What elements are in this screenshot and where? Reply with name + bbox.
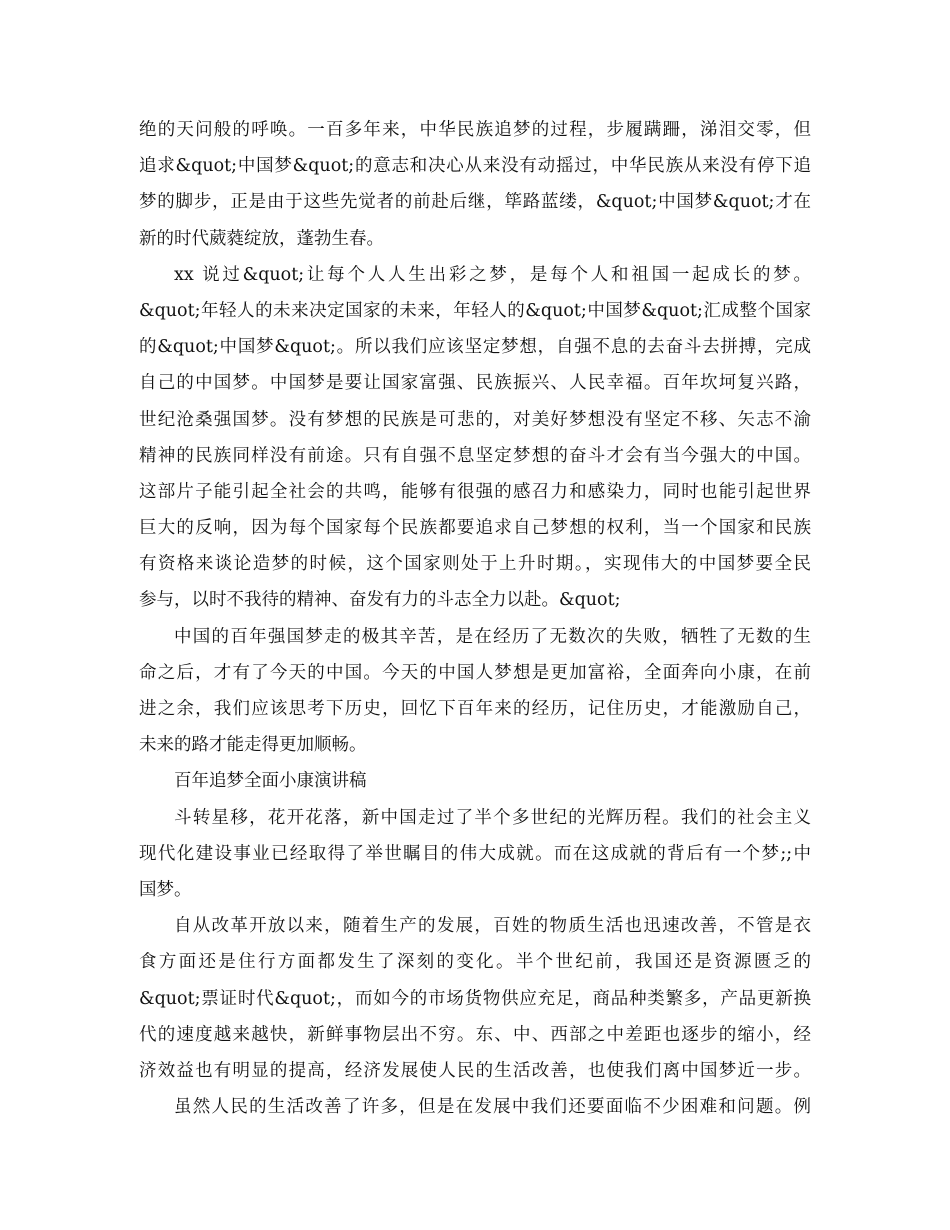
text-line: 中国的百年强国梦走的极其辛苦，是在经历了无数次的失败，牺牲了无数的生 xyxy=(174,626,811,647)
text-line: 现代化建设事业已经取得了举世瞩目的伟大成就。而在这成就的背后有一个梦;;中 xyxy=(139,843,811,864)
text-line: 虽然人民的生活改善了许多，但是在发展中我们还要面临不少困难和问题。例 xyxy=(174,1097,811,1118)
text-line: xx 说过&quot;让每个人人生出彩之梦，是每个人和祖国一起成长的梦。 xyxy=(174,264,811,285)
text-line: 未来的路才能走得更加顺畅。 xyxy=(139,735,367,756)
text-line: 巨大的反响，因为每个国家每个民族都要追求自己梦想的权利，当一个国家和民族 xyxy=(139,518,811,539)
text-line: 济效益也有明显的提高，经济发展使人民的生活改善，也使我们离中国梦近一步。 xyxy=(139,1060,811,1081)
text-line: 世纪沧桑强国梦。没有梦想的民族是可悲的，对美好梦想没有坚定不移、矢志不渝 xyxy=(139,409,811,430)
text-line: 食方面还是住行方面都发生了深刻的变化。半个世纪前，我国还是资源匮乏的 xyxy=(139,952,811,973)
text-line: 追求&quot;中国梦&quot;的意志和决心从来没有动摇过，中华民族从来没有停下追 xyxy=(139,156,811,177)
text-line: 进之余，我们应该思考下历史，回忆下百年来的经历，记住历史，才能激励自己， xyxy=(139,699,811,719)
text-line: 国梦。 xyxy=(139,879,192,900)
text-line: 自从改革开放以来，随着生产的发展，百姓的物质生活也迅速改善，不管是衣 xyxy=(174,916,811,937)
text-line: 命之后，才有了今天的中国。今天的中国人梦想是更加富裕，全面奔向小康，在前 xyxy=(139,662,811,683)
text-line: 参与，以时不我待的精神、奋发有力的斗志全力以赴。&quot; xyxy=(139,590,621,611)
text-line: 新的时代葳蕤绽放，蓬勃生春。 xyxy=(139,228,384,249)
text-line: 精神的民族同样没有前途。只有自强不息坚定梦想的奋斗才会有当今强大的中国。 xyxy=(139,445,811,466)
text-line: 代的速度越来越快，新鲜事物层出不穷。东、中、西部之中差距也逐步的缩小，经 xyxy=(139,1024,811,1045)
text-line: 的&quot;中国梦&quot;。所以我们应该坚定梦想，自强不息的去奋斗去拼搏，完成 xyxy=(139,337,811,358)
text-line: &quot;票证时代&quot;，而如今的市场货物供应充足，商品种类繁多，产品更新换 xyxy=(139,988,811,1009)
text-line: 这部片子能引起全社会的共鸣，能够有很强的感召力和感染力，同时也能引起世界 xyxy=(139,481,811,502)
text-line: 斗转星移，花开花落，新中国走过了半个多世纪的光辉历程。我们的社会主义 xyxy=(174,807,811,828)
text-line: 梦的脚步，正是由于这些先觉者的前赴后继，筚路蓝缕，&quot;中国梦&quot;才在 xyxy=(139,192,811,213)
text-line: 绝的天问般的呼唤。一百多年来，中华民族追梦的过程，步履蹒跚，涕泪交零，但 xyxy=(139,120,811,140)
text-line: &quot;年轻人的未来决定国家的未来，年轻人的&quot;中国梦&quot;汇成整个国家 xyxy=(139,300,811,321)
document-body-text xyxy=(139,112,811,1125)
text-line: 百年追梦全面小康演讲稿 xyxy=(174,771,367,792)
text-line: 自己的中国梦。中国梦是要让国家富强、民族振兴、人民幸福。百年坎坷复兴路， xyxy=(139,373,811,394)
text-line: 有资格来谈论造梦的时候，这个国家则处于上升时期。，实现伟大的中国梦要全民 xyxy=(139,554,811,575)
